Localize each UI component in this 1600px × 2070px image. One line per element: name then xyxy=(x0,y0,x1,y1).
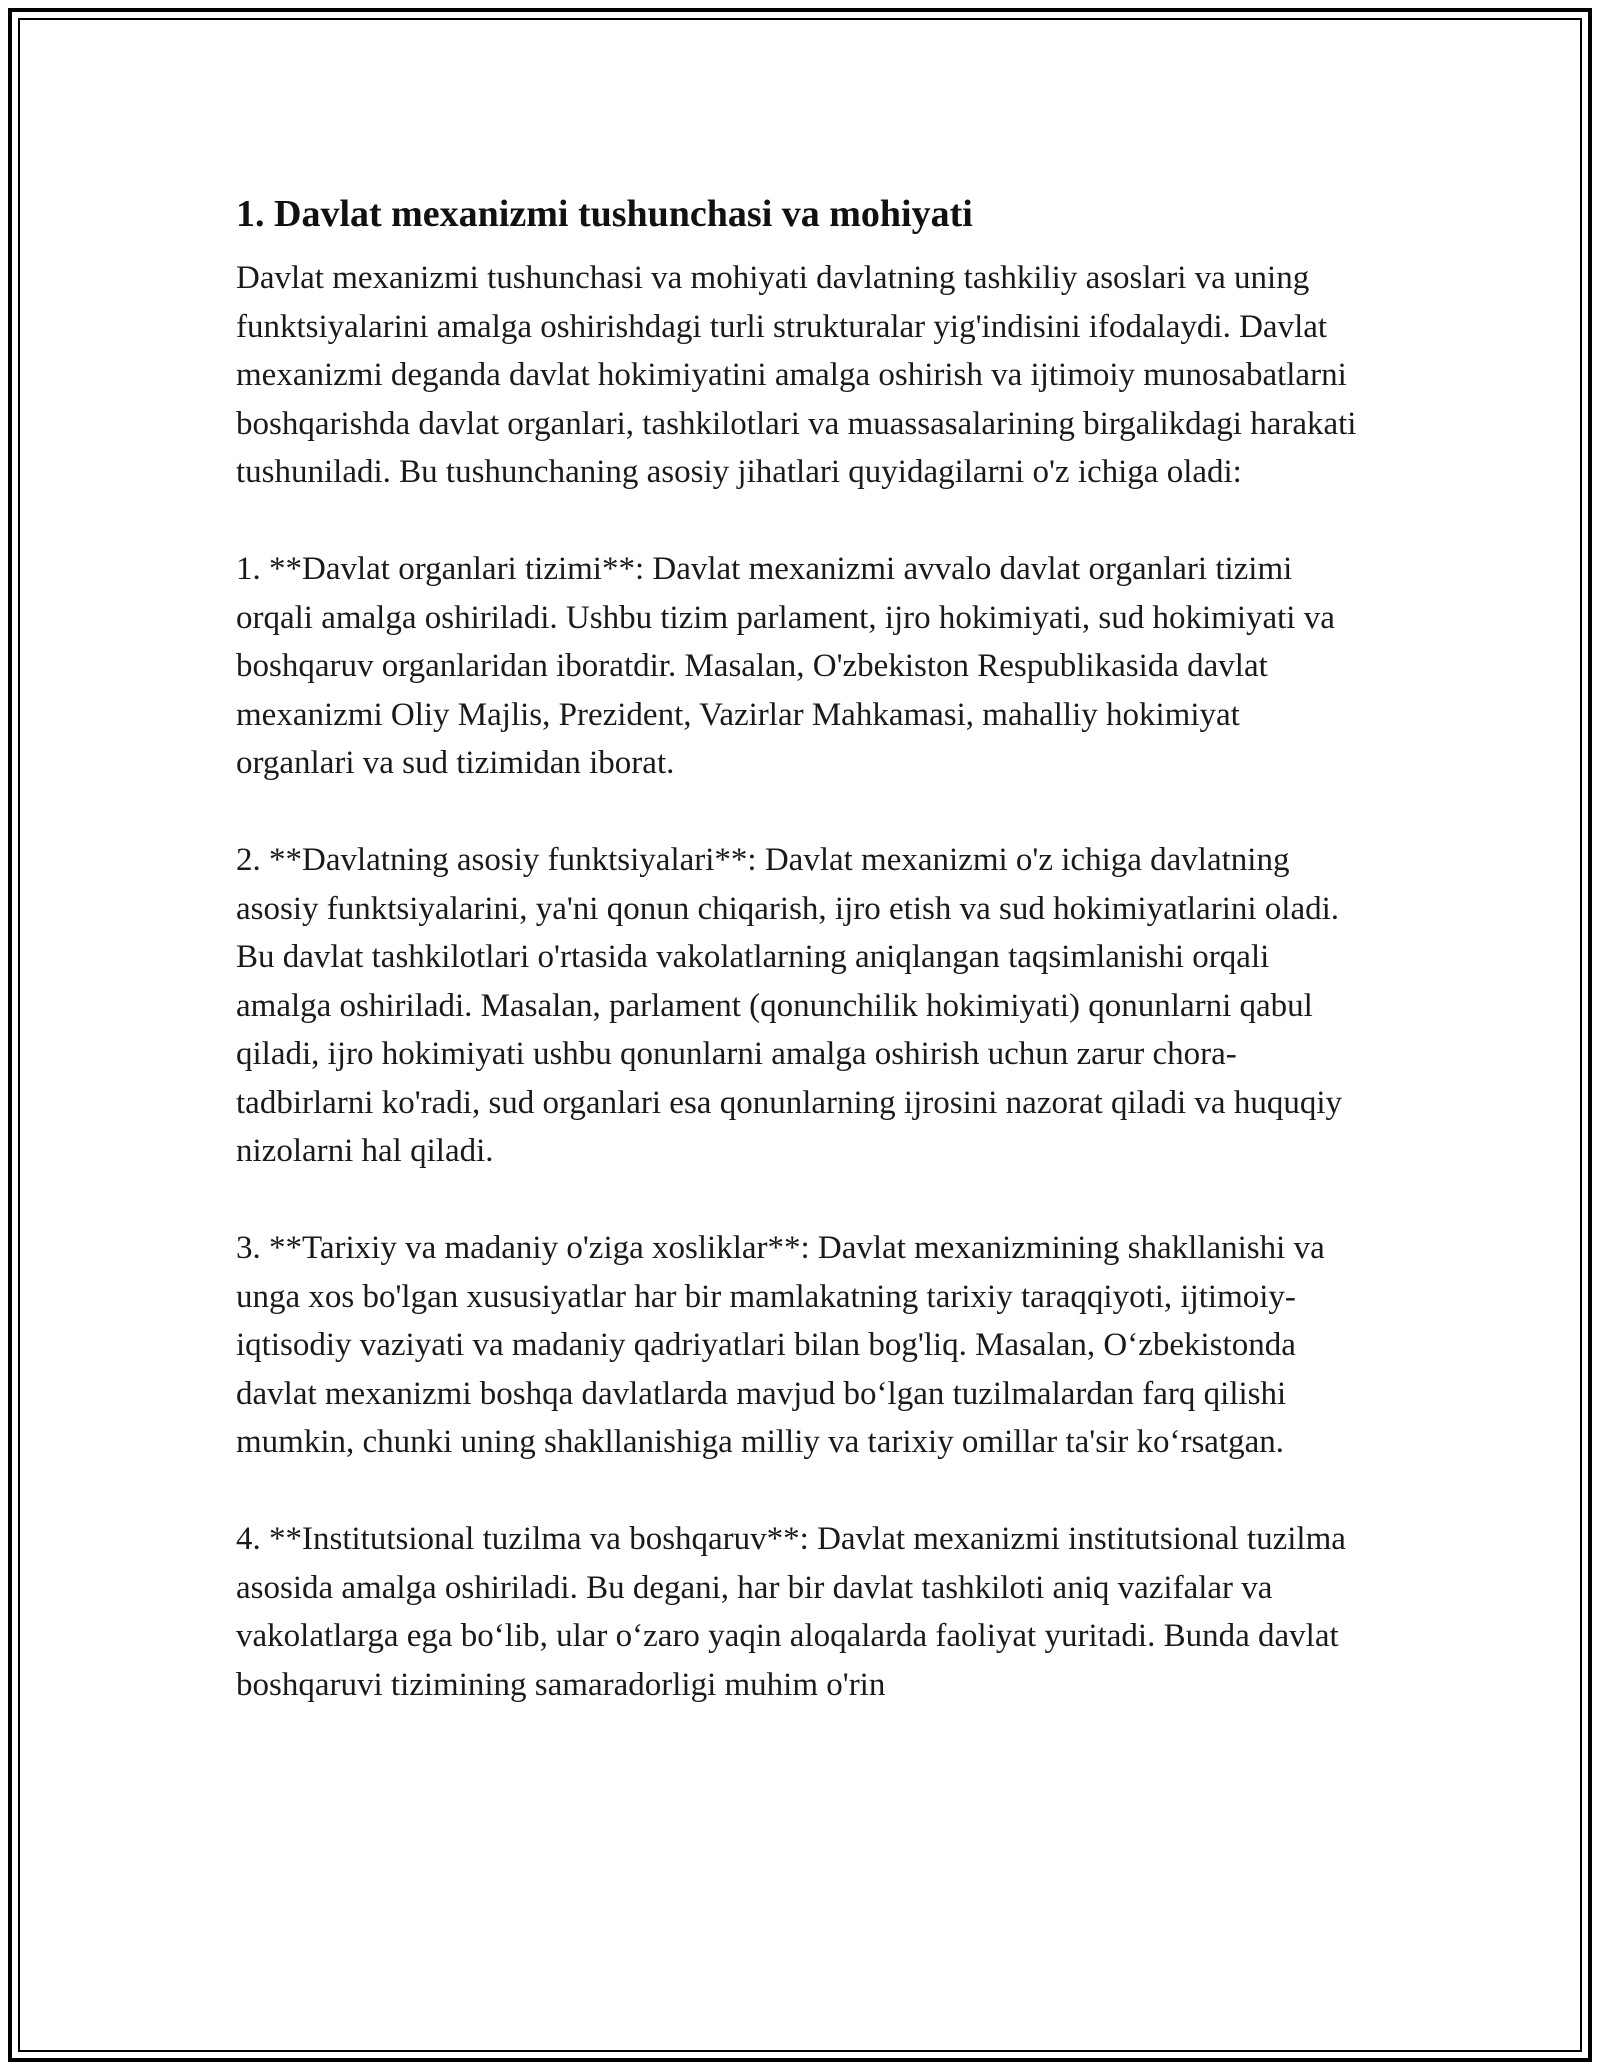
paragraph-state-organs: 1. **Davlat organlari tizimi**: Davlat mexanizmi avvalo davlat organlari tizimi orqali amalga oshiriladi. Ushbu tizim parlament, ijro hokimiyati, sud hokimiyati va boshqaruv organlaridan iboratdir. Masalan, O'zbekiston Respublikasida davlat mexanizmi Oliy Majlis, Prezident, Vazirlar Mahkamasi, mahalliy hokimiyat organlari va sud tizimidan iborat. xyxy=(236,551,1335,781)
paragraph-historical-cultural: 3. **Tarixiy va madaniy o'ziga xosliklar**: Davlat mexanizmining shakllanishi va unga xos bo'lgan xususiyatlar har bir mamlakatning tarixiy taraqqiyoti, ijtimoiy-iqtisodiy vaziyati va madaniy qadriyatlari bilan bog'liq. Masalan, O‘zbekistonda davlat mexanizmi boshqa davlatlarda mavjud bo‘lgan tuzilmalardan farq qilishi mumkin, chunki uning shakllanishiga milliy va tarixiy omillar ta'sir ko‘rsatgan. xyxy=(236,1230,1325,1460)
section-heading: 1. Davlat mexanizmi tushunchasi va mohiyati xyxy=(236,193,973,235)
paragraph-state-functions: 2. **Davlatning asosiy funktsiyalari**: Davlat mexanizmi o'z ichiga davlatning asosiy funktsiyalarini, ya'ni qonun chiqarish, ijro etish va sud hokimiyatlarini oladi. Bu davlat tashkilotlari o'rtasida vakolatlarning aniqlangan taqsimlanishi orqali amalga oshiriladi. Masalan, parlament (qonunchilik hokimiyati) qonunlarni qabul qiladi, ijro hokimiyati ushbu qonunlarni amalga oshirish uchun zarur chora-tadbirlarni ko'radi, sud organlari esa qonunlarning ijrosini nazorat qiladi va huquqiy nizolarni hal qiladi. xyxy=(236,842,1342,1169)
intro-paragraph: Davlat mexanizmi tushunchasi va mohiyati davlatning tashkiliy asoslari va uning funktsiyalarini amalga oshirishdagi turli strukturalar yig'indisini ifodalaydi. Davlat mexanizmi deganda davlat hokimiyatini amalga oshirish va ijtimoiy munosabatlarni boshqarishda davlat organlari, tashkilotlari va muassasalarining birgalikdagi harakati tushuniladi. Bu tushunchaning asosiy jihatlari quyidagilarni o'z ichiga oladi: xyxy=(236,260,1357,490)
paragraph-institutional-structure: 4. **Institutsional tuzilma va boshqaruv**: Davlat mexanizmi institutsional tuzilma asosida amalga oshiriladi. Bu degani, har bir davlat tashkiloti aniq vazifalar va vakolatlarga ega bo‘lib, ular o‘zaro yaqin aloqalarda faoliyat yuritadi. Bunda davlat boshqaruvi tizimining samaradorligi muhim o'rin xyxy=(236,1521,1346,1703)
document-body xyxy=(236,186,1364,1758)
